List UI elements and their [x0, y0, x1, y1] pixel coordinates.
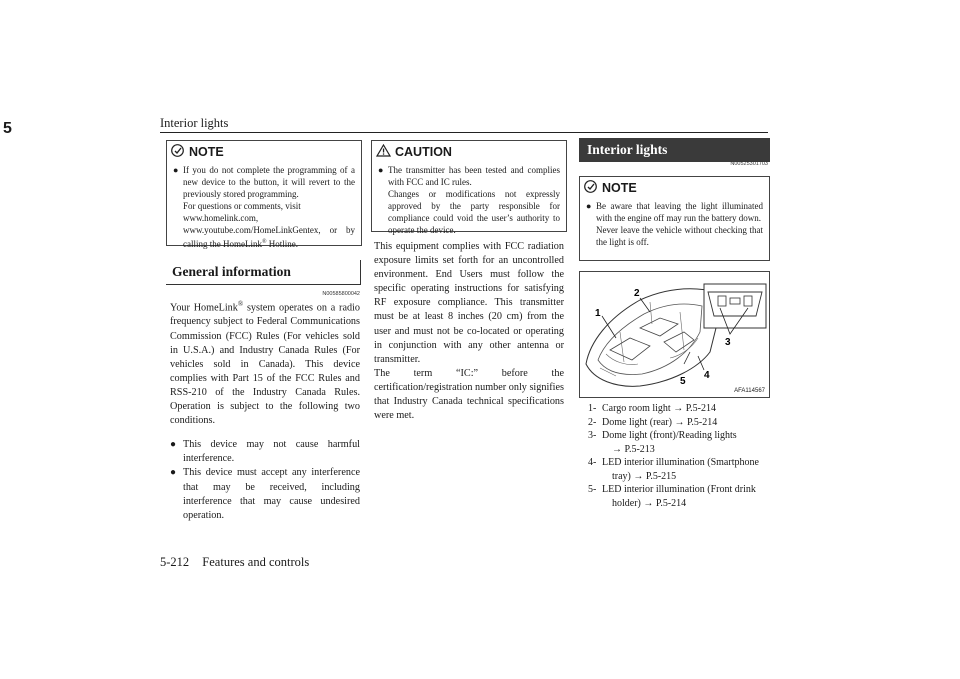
callout-1: 1: [595, 308, 601, 319]
running-header: Interior lights: [160, 116, 229, 130]
note-text-1: If you do not complete the programming of a new device to the button, it will revert to the previously stored programming.: [183, 165, 355, 199]
caution-body: [372, 162, 566, 241]
note-link-youtube: www.youtube.com/HomeLinkGentex, or by calling the HomeLink: [183, 225, 355, 249]
callout-2: 2: [634, 288, 640, 299]
bullet-icon: ●: [170, 439, 177, 451]
note-label: NOTE: [602, 181, 637, 195]
list-item-continued: holder) → P.5-214: [612, 497, 687, 509]
note-link-homelink: www.homelink.com,: [183, 213, 259, 223]
list-item-continued: tray) → P.5-215: [612, 470, 677, 482]
bullet-icon: ●: [586, 201, 592, 211]
bullet-icon: ●: [170, 467, 177, 479]
caution-text-1: The transmitter has been tested and complies with FCC and IC rules.: [388, 165, 560, 187]
note-box-programming: [166, 140, 362, 249]
bullet-text-2: This device must accept any interference that may be received, including interference that may cause undesired operation.: [183, 467, 360, 521]
chapter-tab: 5: [3, 120, 12, 137]
list-item: [170, 466, 360, 522]
interior-lights-figure: [579, 271, 770, 398]
note-battery-text-2: Never leave the vehicle without checking that the light is off.: [596, 225, 763, 247]
section-code-interior: N00525301703: [730, 161, 768, 167]
note-text-2: For questions or comments, visit: [183, 201, 301, 211]
warning-triangle-icon: [376, 144, 391, 160]
page-number: 5-212: [160, 555, 190, 569]
callout-4: 4: [704, 370, 710, 381]
note-battery-text-1: Be aware that leaving the light illuminated with the engine off may run the battery down.: [596, 201, 763, 223]
caution-bullet: [378, 164, 560, 236]
bullet-icon: ●: [378, 165, 384, 175]
callout-5: 5: [680, 376, 686, 387]
section-title-interior-lights: Interior lights: [579, 138, 770, 162]
note-text-4: [183, 224, 355, 250]
note-body: [580, 198, 769, 253]
note-pencil-icon: [171, 144, 185, 160]
caution-text-2: Changes or modifications not expressly approved by the party responsible for compliance could void the user’s authority to operate the device.: [388, 189, 560, 235]
note-header: [167, 141, 361, 162]
note-bullet: [173, 164, 355, 250]
caution-box: [371, 140, 567, 235]
list-item: 1- Cargo room light → P.5-214: [588, 403, 716, 414]
bullet-text-1: This device may not cause harmful interference.: [183, 439, 360, 465]
note-reg-mark: ®: [261, 239, 267, 245]
page-footer: [160, 555, 319, 570]
reg-mark: ®: [237, 300, 244, 308]
footer-section: Features and controls: [202, 555, 310, 569]
list-item: 2- Dome light (rear) → P.5-214: [588, 416, 718, 428]
note-header: [580, 177, 769, 198]
fcc-compliance-text: [374, 240, 564, 423]
general-information-text: [170, 297, 360, 523]
note-label: NOTE: [189, 145, 224, 159]
note-box-battery: [579, 176, 770, 261]
header-rule: [160, 132, 768, 133]
caution-label: CAUTION: [395, 145, 452, 159]
fcc-paragraph-1: This equipment complies with FCC radiation exposure limits set forth for an uncontrolled environment. End Users must follow the specific operating instructions for satisfying RF exposure compliance. This transmitter must be at least 8 inches (20 cm) from the user and must not be co-located or operating in conjunction with any other antenna or transmitter.: [374, 241, 564, 365]
section-code-general: N00585800042: [322, 291, 360, 297]
list-item: 3- Dome light (front)/Reading lights: [588, 430, 737, 441]
general-paragraph: Your HomeLink® system operates on a radio frequency subject to Federal Communications Commission (FCC) Rules (For vehicles sold in U.S.A.) and Industry Canada Rules (For vehicles sold in Canada). This device complies with Part 15 of the FCC Rules and RSS-210 of the Industry Canada Rules. Operation is subject to the following two conditions.: [170, 300, 360, 427]
note-text-5: Hotline.: [266, 239, 299, 249]
fcc-paragraph-2: The term “IC:” before the certification/registration number only signifies that Industry Canada technical specifications were met.: [374, 367, 564, 422]
note-body: [167, 162, 361, 255]
list-item-continued: → P.5-213: [612, 443, 655, 455]
note-bullet: [586, 200, 763, 248]
callout-3: 3: [725, 337, 731, 348]
note-pencil-icon: [584, 180, 598, 196]
bullet-icon: ●: [173, 165, 179, 175]
vehicle-interior-illustration: [580, 272, 769, 397]
list-item: 5- LED interior illumination (Front drink: [588, 484, 756, 495]
list-item: 4- LED interior illumination (Smartphone: [588, 457, 759, 468]
interior-lights-legend: [588, 402, 768, 510]
list-item: [170, 438, 360, 466]
figure-code: AFA114567: [734, 388, 765, 394]
caution-header: [372, 141, 566, 162]
section-title-general-information: General information: [166, 260, 361, 285]
